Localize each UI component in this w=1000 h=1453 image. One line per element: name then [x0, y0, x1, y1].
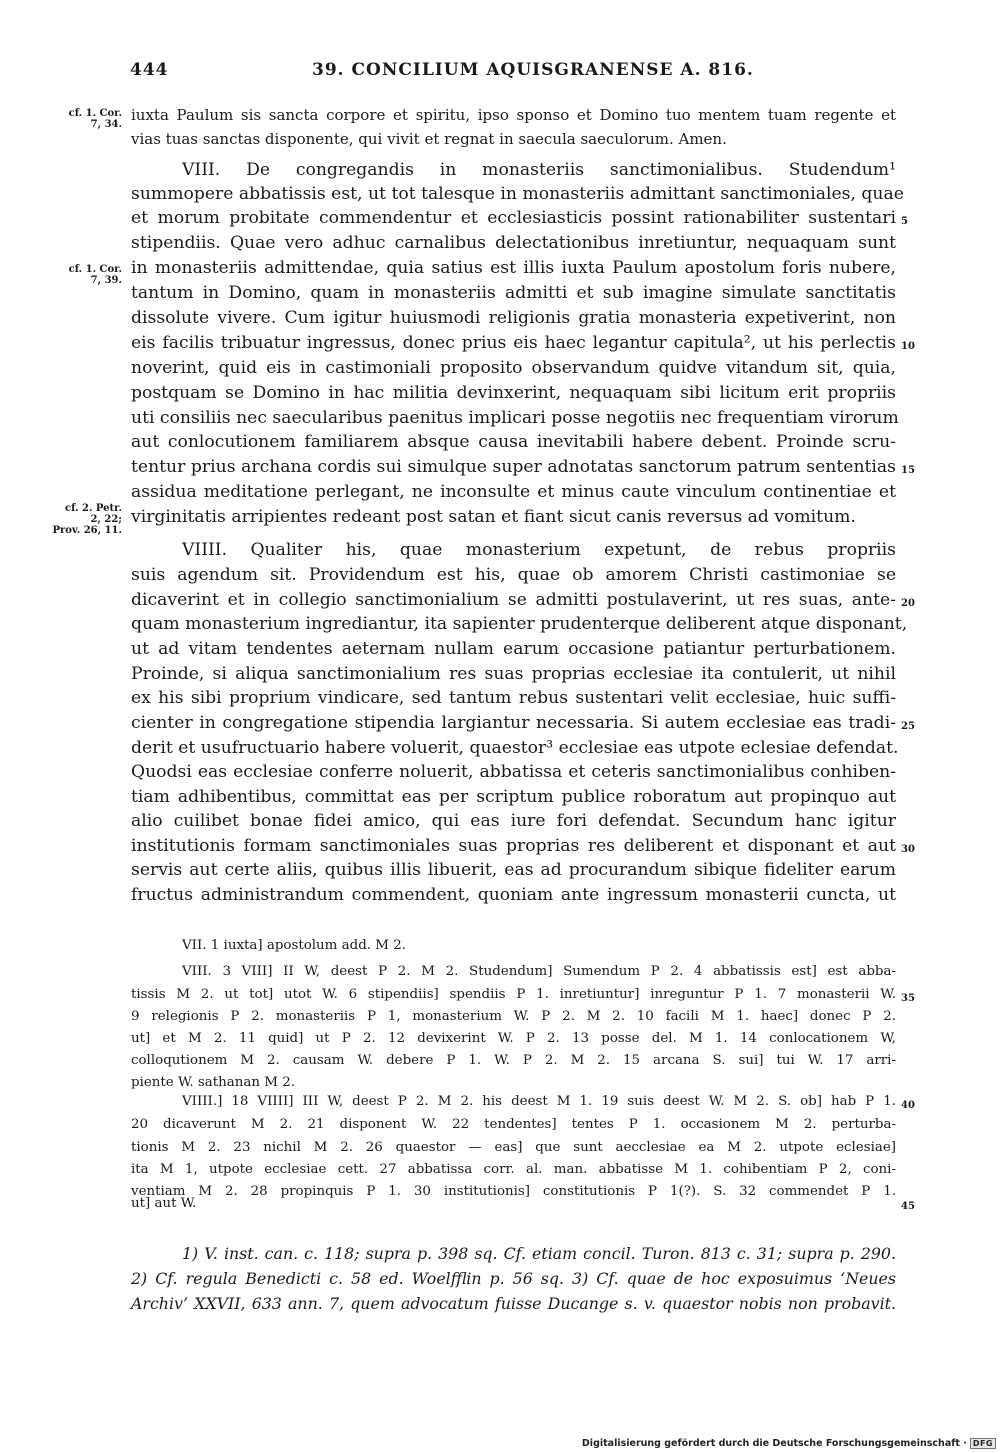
text-line: dissolute vivere. Cum igitur huiusmodi religionis gratia monasteria expetiverint, non — [131, 308, 896, 328]
apparatus-line: ita M 1, utpote ecclesiae cett. 27 abbatissa corr. al. man. abbatisse M 1. cohibentiam P 2, coni- — [131, 1162, 896, 1177]
text-line: in monasteriis admittendae, quia satius est illis iuxta Paulum apostolum foris nubere, — [131, 258, 896, 278]
line-number: 45 — [901, 1201, 915, 1212]
apparatus-line: piente W. sathanan M 2. — [131, 1075, 295, 1090]
text-line: tiam adhibentibus, committat eas per scriptum publice roboratum aut propinquo aut — [131, 787, 896, 807]
apparatus-line: colloqutionem M 2. causam W. debere P 1. W. P 2. M 2. 15 arcana S. sui] tui W. 17 arri- — [131, 1053, 896, 1068]
apparatus-line: ventiam M 2. 28 propinquis P 1. 30 institutionis] constitutionis P 1(?). S. 32 commendet P 1. — [131, 1184, 896, 1199]
page-number: 444 — [130, 60, 169, 80]
text-line: summopere abbatissis est, ut tot talesque in monasteriis admittant sanctimoniales, quae — [131, 184, 904, 204]
apparatus-line: ut] et M 2. 11 quid] ut P 2. 12 devixerint W. P 2. 13 posse del. M 1. 14 conlocationem W, — [131, 1031, 896, 1046]
text-line: stipendiis. Quae vero adhuc carnalibus delectationibus inretiuntur, nequaquam sunt — [131, 233, 896, 253]
text-line: aut conlocutionem familiarem absque causa inevitabili habere debent. Proinde scru- — [131, 432, 896, 452]
text-line: virginitatis arripientes redeant post satan et fiant sicut canis reversus ad vomitum. — [131, 507, 856, 527]
text-line: alio cuilibet bonae fidei amico, qui eas iure fori defendat. Secundum hanc igitur — [131, 811, 896, 831]
apparatus-line: 9 relegionis P 2. monasteriis P 1, monasterium W. P 2. M 2. 10 facili M 1. haec] donec P 2. — [131, 1009, 896, 1024]
line-number: 30 — [901, 844, 915, 855]
line-number: 35 — [901, 993, 915, 1004]
text-line: assidua meditatione perlegant, ne inconsulte et minus caute vinculum continentiae et — [131, 482, 896, 502]
text-line: Quodsi eas ecclesiae conferre noluerit, abbatissa et ceteris sanctimonialibus conhiben- — [131, 762, 896, 782]
running-title: 39. CONCILIUM AQUISGRANENSE A. 816. — [312, 60, 754, 80]
line-number: 15 — [901, 465, 915, 476]
footnote-line: Archiv’ XXVII, 633 ann. 7, quem advocatum fuisse Ducange s. v. quaestor nobis non probavit. — [131, 1294, 896, 1313]
text-line: quam monasterium ingrediantur, ita sapienter prudenterque deliberent atque disponant, — [131, 614, 908, 634]
text-line: eis facilis tribuatur ingressus, donec prius eis haec legantur capitula², ut his perlectis — [131, 333, 896, 353]
margin-reference: cf. 1. Cor. 7, 39. — [68, 264, 122, 286]
text-line: tentur prius archana cordis sui simulque super adnotatas sanctorum patrum sententias — [131, 457, 896, 477]
apparatus-line: VIIII.] 18 VIIII] III W, deest P 2. M 2. his deest M 1. 19 suis deest W. M 2. S. ob] hab P 1. — [182, 1094, 896, 1109]
dfg-logo-icon: DFG — [970, 1438, 996, 1449]
text-line: cienter in congregatione stipendia largiantur necessaria. Si autem ecclesiae eas tradi- — [131, 713, 896, 733]
text-line: derit et usufructuario habere voluerit, quaestor³ ecclesiae eas utpote eclesiae defendat. — [131, 738, 899, 758]
text-line: tantum in Domino, quam in monasteriis admitti et sub imagine simulate sanctitatis — [131, 283, 896, 303]
margin-reference: cf. 1. Cor. 7, 34. — [68, 108, 122, 130]
line-number: 5 — [901, 216, 908, 227]
text-line: institutionis formam sanctimoniales suas proprias res deliberent et disponant et aut — [131, 836, 896, 856]
apparatus-line: VII. 1 iuxta] apostolum add. M 2. — [182, 938, 407, 953]
text-line: noverint, quid eis in castimoniali proposito observandum quidve vitandum sit, quia, — [131, 358, 896, 378]
line-number: 25 — [901, 721, 915, 732]
digitization-footer — [582, 1438, 996, 1449]
text-line: fructus administrandum commendent, quoniam ante ingressum monasterii cuncta, ut — [131, 885, 896, 905]
apparatus-line: tissis M 2. ut tot] utot W. 6 stipendiis] spendiis P 1. inretiuntur] inreguntur P 1. 7 monasterii W. — [131, 987, 896, 1002]
margin-reference: cf. 2. Petr. 2, 22; Prov. 26, 11. — [52, 503, 122, 536]
apparatus-line: ut] aut W. — [131, 1196, 197, 1211]
line-number: 40 — [901, 1100, 915, 1111]
text-line: iuxta Paulum sis sancta corpore et spiritu, ipso sponso et Domino tuo mentem tuam regente et — [131, 106, 896, 124]
text-line: vias tuas sanctas disponente, qui vivit et regnat in saecula saeculorum. Amen. — [131, 130, 727, 148]
line-number: 10 — [901, 341, 915, 352]
text-line: uti consiliis nec saecularibus paenitus implicari posse negotiis nec frequentiam virorum — [131, 408, 899, 428]
chapter-heading: VIIII. Qualiter his, quae monasterium expetunt, de rebus propriis — [182, 540, 896, 560]
apparatus-line: 20 dicaverunt M 2. 21 disponent W. 22 tendentes] tentes P 1. occasionem M 2. perturba- — [131, 1117, 896, 1132]
text-line: dicaverint et in collegio sanctimonialium se admitti postulaverint, ut res suas, ante- — [131, 590, 896, 610]
text-line: postquam se Domino in hac militia devinxerint, nequaquam sibi licitum erit propriis — [131, 383, 896, 403]
line-number: 20 — [901, 598, 915, 609]
text-line: et morum probitate commendentur et ecclesiasticis possint rationabiliter sustentari — [131, 208, 896, 228]
chapter-heading: VIII. De congregandis in monasteriis sanctimonialibus. Studendum¹ — [182, 160, 896, 180]
text-line: Proinde, si aliqua sanctimonialium res suas proprias ecclesiae ita contulerit, ut nihil — [131, 664, 896, 684]
text-line: servis aut certe aliis, quibus illis libuerit, eas ad procurandum sibique fideliter earum — [131, 860, 896, 880]
footnote-line: 2) Cf. regula Benedicti c. 58 ed. Woelfflin p. 56 sq. 3) Cf. quae de hoc exposuimus ‘Neues — [131, 1269, 896, 1288]
footnote-line: 1) V. inst. can. c. 118; supra p. 398 sq. Cf. etiam concil. Turon. 813 c. 31; supra p. 290. — [182, 1244, 896, 1263]
text-line: suis agendum sit. Providendum est his, quae ob amorem Christi castimoniae se — [131, 565, 896, 585]
text-line: ex his sibi proprium vindicare, sed tantum rebus sustentari velit ecclesiae, huic suffi- — [131, 688, 896, 708]
apparatus-line: tionis M 2. 23 nichil M 2. 26 quaestor — eas] que sunt aecclesiae ea M 2. utpote eclesiae] — [131, 1140, 896, 1155]
apparatus-line: VIII. 3 VIII] II W, deest P 2. M 2. Studendum] Sumendum P 2. 4 abbatissis est] est abba- — [182, 964, 896, 979]
text-line: ut ad vitam tendentes aeternam nullam earum occasione patiantur perturbationem. — [131, 639, 896, 659]
footer-text: Digitalisierung gefördert durch die Deutsche Forschungsgemeinschaft · — [581, 1438, 967, 1449]
